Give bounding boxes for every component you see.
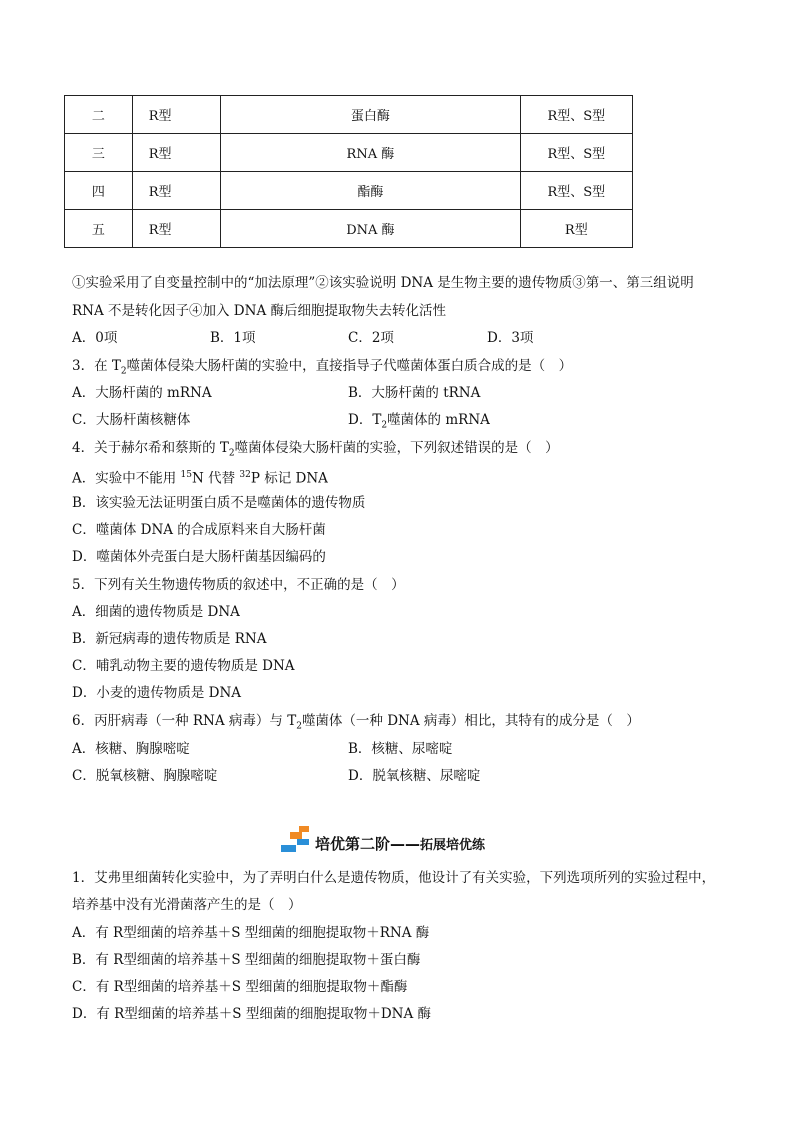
q4-option-c: C．噬菌体 DNA 的合成原料来自大肠杆菌 bbox=[72, 522, 326, 538]
q6-option-c: C．脱氧核糖、胸腺嘧啶 bbox=[72, 768, 218, 784]
q6-stem: 6．丙肝病毒（一种 RNA 病毒）与 $T_2$噬菌体（一种 DNA 病毒）相比，其特有的成分是（ ） bbox=[72, 713, 640, 732]
p1-option-c: C．有 R型细菌的培养基＋S 型细菌的细胞提取物＋酯酶 bbox=[72, 979, 408, 995]
q2-statements-line2: RNA 不是转化因子④加入 DNA 酶后细胞提取物失去转化活性 bbox=[72, 303, 446, 319]
table-row bbox=[65, 96, 633, 134]
q2-statements-line1: ①实验采用了自变量控制中的“加法原理”②该实验说明 DNA 是生物主要的遗传物质③第一、第三组说明 bbox=[72, 275, 694, 291]
q2-option-a: A．0项 bbox=[72, 330, 118, 346]
q3-stem: 3．在 $T_2$噬菌体侵染大肠杆菌的实验中，直接指导子代噬菌体蛋白质合成的是（ ） bbox=[72, 358, 573, 377]
table-row bbox=[65, 134, 633, 172]
result-cell: R型、S型 bbox=[520, 96, 632, 134]
q4-option-d: D．噬菌体外壳蛋白是大肠杆菌基因编码的 bbox=[72, 549, 326, 565]
table-row bbox=[65, 172, 633, 210]
q5-option-b: B．新冠病毒的遗传物质是 RNA bbox=[72, 631, 267, 647]
group-cell: 二 bbox=[65, 96, 133, 134]
q2-option-d: D．3项 bbox=[487, 330, 534, 346]
table-row bbox=[65, 210, 633, 248]
p1-stem-line2: 培养基中没有光滑菌落产生的是（ ） bbox=[72, 897, 302, 913]
group-cell: 四 bbox=[65, 172, 133, 210]
q3-option-c: C．大肠杆菌核糖体 bbox=[72, 412, 191, 428]
treatment-cell: DNA 酶 bbox=[221, 210, 520, 248]
q2-option-b: B．1项 bbox=[210, 330, 256, 346]
q4-stem: 4．关于赫尔希和蔡斯的 $T_2$噬菌体侵染大肠杆菌的实验，下列叙述错误的是（ ） bbox=[72, 440, 559, 459]
p1-stem-line1: 1．艾弗里细菌转化实验中，为了弄明白什么是遗传物质，他设计了有关实验，下列选项所列的实验过程中， bbox=[72, 870, 716, 886]
section-title: 培优第二阶——拓展培优练 bbox=[315, 835, 486, 853]
q6-option-d: D．脱氧核糖、尿嘧啶 bbox=[348, 768, 481, 784]
p1-option-d: D．有 R型细菌的培养基＋S 型细菌的细胞提取物＋DNA 酶 bbox=[72, 1006, 431, 1022]
q5-option-c: C．哺乳动物主要的遗传物质是 DNA bbox=[72, 658, 295, 674]
result-cell: R型、S型 bbox=[520, 172, 632, 210]
p1-option-a: A．有 R型细菌的培养基＋S 型细菌的细胞提取物＋RNA 酶 bbox=[72, 925, 430, 941]
result-cell: R型、S型 bbox=[520, 134, 632, 172]
q6-option-b: B．核糖、尿嘧啶 bbox=[348, 741, 453, 757]
treatment-cell: 酯酶 bbox=[221, 172, 520, 210]
q3-option-b: B．大肠杆菌的 tRNA bbox=[348, 385, 481, 401]
treatment-cell: RNA 酶 bbox=[221, 134, 520, 172]
q5-stem: 5．下列有关生物遗传物质的叙述中，不正确的是（ ） bbox=[72, 577, 405, 593]
q5-option-a: A．细菌的遗传物质是 DNA bbox=[72, 604, 240, 620]
q2-option-c: C．2项 bbox=[348, 330, 394, 346]
strain-cell: R型 bbox=[132, 134, 220, 172]
group-cell: 五 bbox=[65, 210, 133, 248]
experiment-table bbox=[64, 95, 633, 248]
q5-option-d: D．小麦的遗传物质是 DNA bbox=[72, 685, 242, 701]
q3-option-d: D．$T_2$噬菌体的 mRNA bbox=[348, 412, 490, 431]
treatment-cell: 蛋白酶 bbox=[221, 96, 520, 134]
q3-option-a: A．大肠杆菌的 mRNA bbox=[72, 385, 212, 401]
blocks-logo-icon bbox=[281, 826, 311, 852]
result-cell: R型 bbox=[520, 210, 632, 248]
q6-option-a: A．核糖、胸腺嘧啶 bbox=[72, 741, 190, 757]
strain-cell: R型 bbox=[132, 210, 220, 248]
q4-option-b: B．该实验无法证明蛋白质不是噬菌体的遗传物质 bbox=[72, 495, 366, 511]
q4-option-a: A．实验中不能用 $^{15}$N 代替 $^{32}$P 标记 DNA bbox=[72, 470, 328, 487]
group-cell: 三 bbox=[65, 134, 133, 172]
strain-cell: R型 bbox=[132, 172, 220, 210]
p1-option-b: B．有 R型细菌的培养基＋S 型细菌的细胞提取物＋蛋白酶 bbox=[72, 952, 421, 968]
strain-cell: R型 bbox=[132, 96, 220, 134]
